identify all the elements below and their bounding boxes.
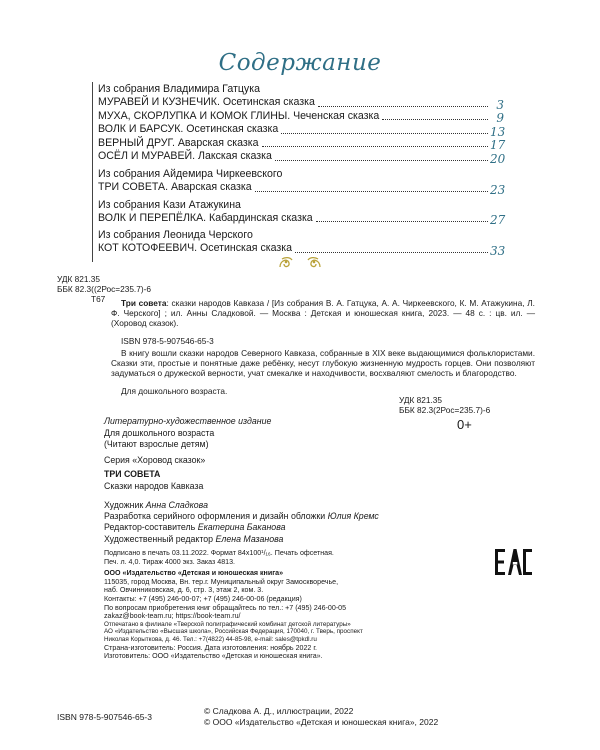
toc-entry-title: КОТ КОТОФЕЕВИЧ. Осетинская сказка — [98, 242, 293, 255]
udk-code: УДК 821.35 — [57, 274, 101, 284]
udk-code: УДК 821.35 — [399, 395, 443, 405]
country-line: Страна-изготовитель: Россия. Дата изготовления: ноябрь 2022 г. — [104, 643, 318, 652]
copyright-illustrations: © Сладкова А. Д., иллюстрации, 2022 — [204, 706, 354, 716]
toc-entry-title: МУРАВЕЙ И КУЗНЕЧИК. Осетинская сказка — [98, 96, 315, 108]
toc-entry[interactable] — [98, 96, 504, 110]
purchase-line: По вопросам приобретения книг обращайтесь по тел.: +7 (495) 246-00-05 — [104, 603, 347, 612]
toc-entry-page: 33 — [490, 243, 506, 258]
printer-line-3: Николая Корыткова, д. 46. Тел.: +7(4822) 44-85-98, e-mail: sales@tpkdl.ru — [104, 635, 317, 643]
copyright-block — [204, 706, 438, 727]
age-note: Для дошкольного возраста. — [121, 386, 228, 396]
publisher-name: ООО «Издательство «Детская и юношеская книга» — [104, 569, 284, 578]
contents-divider-line — [92, 82, 93, 262]
age-line-sub: (Читают взрослые детям) — [104, 439, 209, 449]
toc-entry-title: ТРИ СОВЕТА. Аварская сказка — [98, 180, 252, 193]
edition-type: Литературно-художественное издание — [104, 416, 272, 426]
toc-group-heading: Из собрания Леонида Черского — [98, 229, 253, 242]
toc-group-gatsuk — [98, 82, 504, 164]
dot-leader — [295, 252, 488, 253]
toc-entry-title: МУХА, СКОРЛУПКА И КОМОК ГЛИНЫ. Чеченская сказка — [98, 109, 380, 122]
credits — [104, 500, 524, 545]
dot-leader — [262, 146, 489, 147]
toc-entry-title: ВОЛК И ПЕРЕПЁЛКА. Кабардинская сказка — [98, 211, 313, 224]
web-line: zakaz@book-team.ru; https://book-team.ru/ — [104, 612, 241, 621]
dot-leader — [318, 106, 488, 107]
toc-group-atazhukin — [98, 198, 504, 226]
editor-label: Редактор-составитель — [104, 522, 196, 533]
toc-entry-page: 27 — [490, 213, 506, 228]
toc-entry[interactable] — [98, 137, 504, 151]
artist-name: Анна Сладкова — [145, 500, 208, 510]
maker-line: Изготовитель: ООО «Издательство «Детская и юношеская книга». — [104, 652, 323, 661]
designer-name: Юлия Кремс — [327, 511, 379, 522]
eac-mark-icon — [494, 548, 534, 576]
ornament-flourish-icon — [276, 256, 324, 270]
toc-entry[interactable] — [98, 242, 504, 256]
printer-line-2: АО «Издательство «Высшая школа», Российская Федерация, 170040, г. Тверь, проспект — [104, 628, 363, 636]
toc-group-chirkeevsky — [98, 167, 504, 195]
toc-entry-page: 17 — [490, 138, 506, 153]
series-name: Серия «Хоровод сказок» — [104, 454, 206, 465]
toc-entry[interactable] — [98, 110, 504, 124]
dot-leader — [255, 191, 488, 192]
age-rating-badge: 0+ — [457, 417, 472, 432]
isbn-footer: ISBN 978-5-907546-65-3 — [57, 712, 152, 722]
edition-subtitle: Сказки народов Кавказа — [104, 480, 204, 491]
publisher-address-2: наб. Овчинниковская, д. 6, стр. 3, этаж 2, ком. 3. — [104, 586, 264, 595]
art-editor-label: Художественный редактор — [104, 533, 214, 544]
toc-entry[interactable] — [98, 123, 504, 137]
table-of-contents — [92, 82, 504, 259]
book-title-bold: Три совета — [121, 298, 167, 308]
dot-leader — [281, 133, 488, 134]
toc-entry-title: ВОЛК И БАРСУК. Осетинская сказка — [98, 123, 279, 136]
bbk-code: ББК 82.3(2Рос=235.7)-6 — [399, 405, 491, 415]
toc-group-chersky — [98, 228, 504, 256]
contents-title: Содержание — [218, 50, 382, 76]
age-line: Для дошкольного возраста — [104, 427, 215, 438]
dot-leader — [316, 221, 488, 222]
toc-group-heading: Из собрания Айдемира Чиркеевского — [98, 167, 283, 180]
toc-entry-page: 3 — [496, 97, 504, 112]
toc-entry[interactable] — [98, 150, 504, 164]
sheets-line: Печ. л. 4,0. Тираж 4000 экз. Заказ 4813. — [104, 557, 235, 566]
toc-entry-title: ВЕРНЫЙ ДРУГ. Аварская сказка — [98, 136, 259, 149]
isbn-line: ISBN 978-5-907546-65-3 — [121, 336, 214, 346]
editor-name: Екатерина Баканова — [197, 522, 286, 533]
design-label: Разработка серийного оформления и дизайн обложки — [104, 511, 326, 522]
toc-entry[interactable] — [98, 212, 504, 226]
description-text: : сказки народов Кавказа / [Из собрания В. А. Гатцука, А. А. Чиркеевского, К. М. Атажукина, Л. Ф. Черского] ; ил. Анны Сладковой. — Москва : Детская и юношеская книга, 2023. — 48 с. : цв. ил. — (Хоровод сказок). — [111, 298, 535, 329]
copyright-publisher: © ООО «Издательство «Детская и юношеская книга», 2022 — [204, 716, 439, 727]
printer-line-1: Отпечатано в филиале «Тверской полиграфический комбинат детской литературы» — [104, 620, 351, 628]
art-editor-name: Елена Мазанова — [215, 533, 284, 544]
publisher-address: 115035, город Москва, Вн. тер.г. Муниципальный округ Замоскворечье, — [104, 577, 339, 586]
toc-entry-page: 9 — [496, 111, 504, 126]
toc-entry-page: 23 — [490, 182, 506, 197]
artist-label: Художник — [104, 500, 144, 510]
contacts-line: Контакты: +7 (495) 246-00-07; +7 (495) 246-00-06 (редакция) — [104, 594, 302, 603]
print-details — [104, 549, 444, 661]
bibliographic-description — [111, 298, 535, 329]
toc-entry[interactable] — [98, 181, 504, 195]
toc-group-heading: Из собрания Кази Атажукина — [98, 198, 241, 211]
bbk-code: ББК 82.3((2Рос=235.7)-6 — [57, 284, 151, 294]
dot-leader — [382, 119, 488, 120]
toc-entry-title: ОСЁЛ И МУРАВЕЙ. Лакская сказка — [98, 150, 272, 163]
classification-codes-repeat — [399, 395, 490, 415]
signed-line: Подписано в печать 03.11.2022. Формат 84х100¹/₁₆. Печать офсетная. — [104, 549, 334, 557]
dot-leader — [275, 160, 488, 161]
toc-entry-page: 13 — [490, 124, 506, 139]
toc-group-heading: Из собрания Владимира Гатцука — [98, 83, 260, 95]
toc-entry-page: 20 — [490, 151, 506, 166]
annotation: В книгу вошли сказки народов Северного Кавказа, собранные в XIX веке выдающимися фольклористами. Сказки эти, простые и понятные даже ребёнку, несут глубокую жизненную мудрость горцев. Они позволяют задуматься о дружеской верности, учат смекалке и находчивости, восхваляют смелость и благородство. — [111, 348, 535, 379]
author-mark: Т67 — [91, 294, 106, 304]
edition-title: ТРИ СОВЕТА — [104, 469, 161, 479]
